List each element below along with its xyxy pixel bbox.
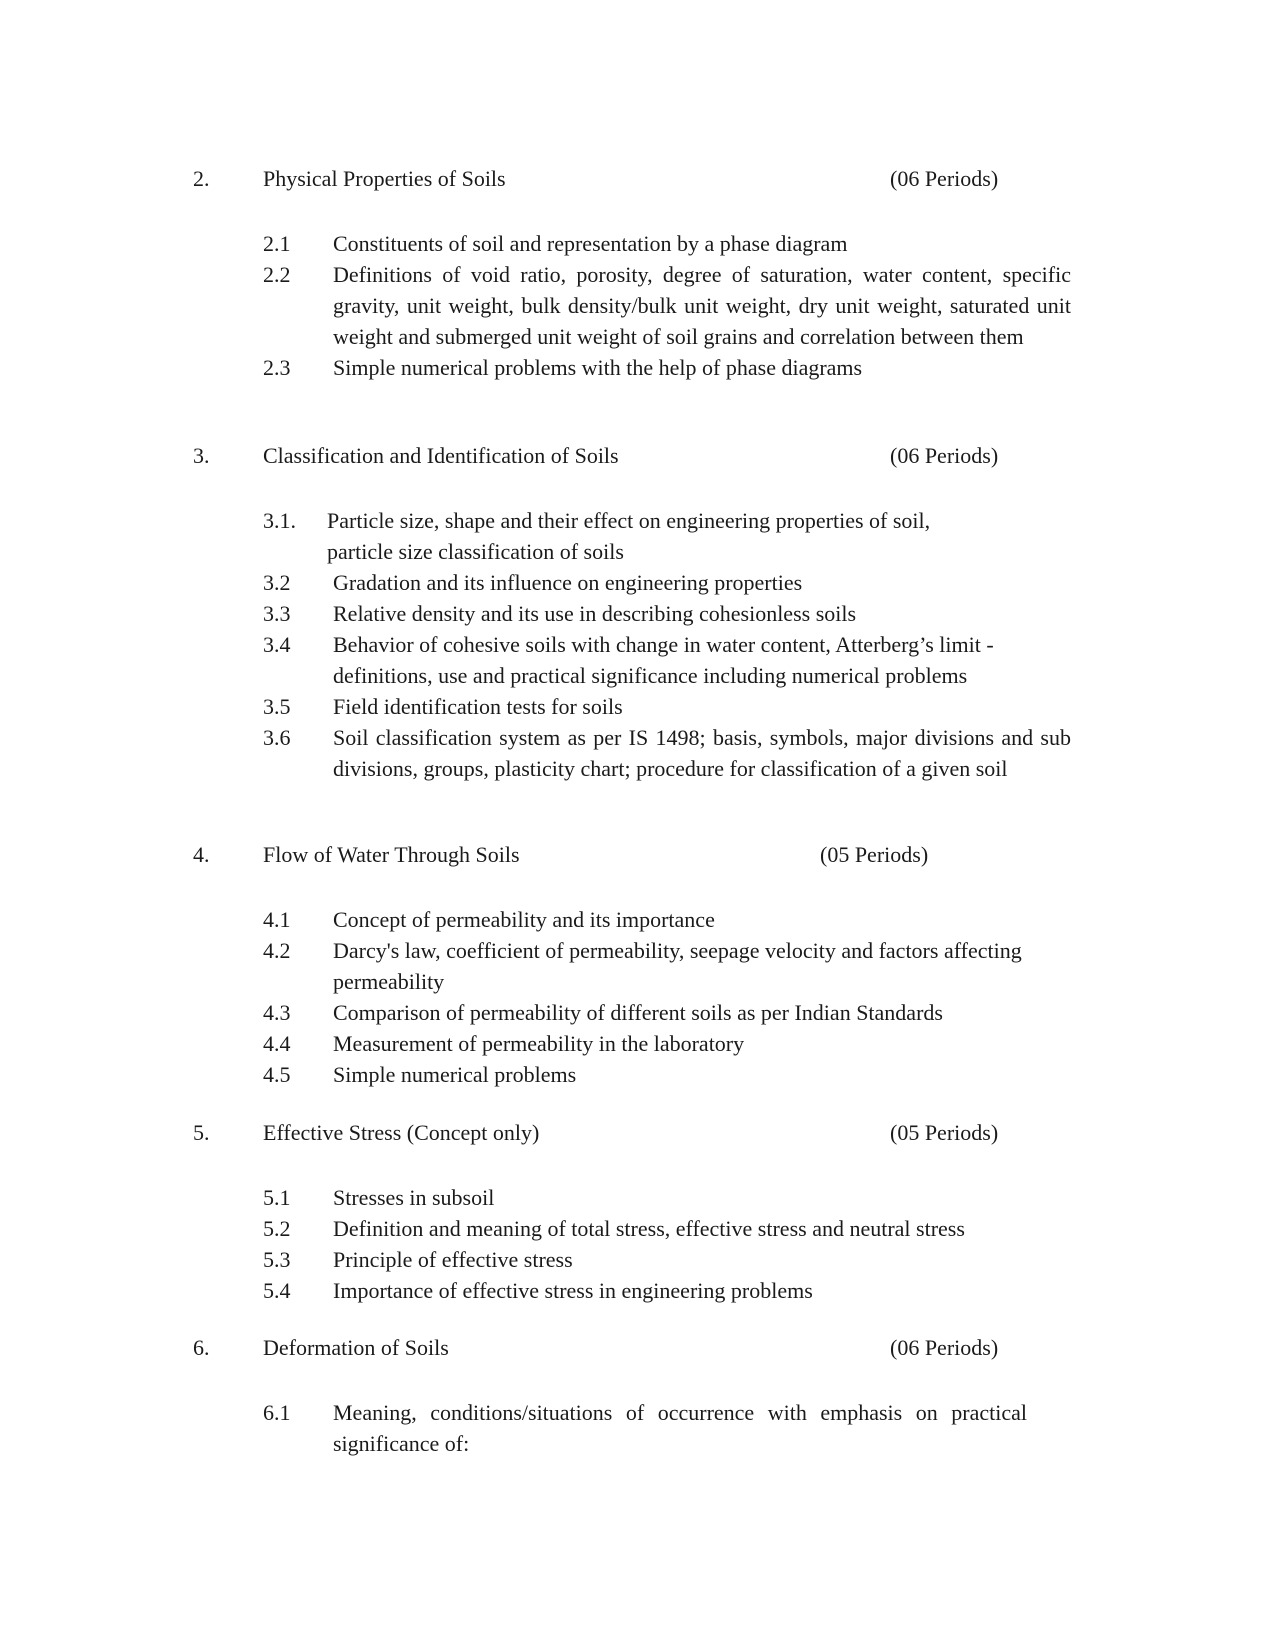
subtopic-number: 6.1: [263, 1400, 291, 1425]
unit-section: [0, 443, 1275, 784]
subtopic-number: 4.3: [263, 1000, 291, 1025]
subtopic-number: 4.5: [263, 1062, 291, 1087]
subtopic-text: Stresses in subsoil: [333, 1185, 495, 1210]
subtopic-number: 2.1: [263, 231, 291, 256]
unit-title: Flow of Water Through Soils: [263, 842, 520, 867]
subtopic-number: 5.4: [263, 1278, 291, 1303]
subtopic-text: Importance of effective stress in engineering problems: [333, 1278, 813, 1303]
subtopic-item: [0, 259, 1275, 352]
subtopic-number: 3.1.: [263, 508, 296, 533]
subtopic-list: [0, 904, 1275, 1090]
subtopic-text: Concept of permeability and its importance: [333, 907, 715, 932]
subtopic-number: 3.3: [263, 601, 291, 626]
unit-number: 3.: [193, 443, 210, 468]
subtopic-text: Principle of effective stress: [333, 1247, 573, 1272]
subtopic-item: [0, 1182, 1275, 1213]
subtopic-item: [0, 352, 1275, 383]
subtopic-number: 4.2: [263, 938, 291, 963]
unit-section: [0, 166, 1275, 383]
subtopic-text: Gradation and its influence on engineering properties: [333, 570, 803, 595]
unit-periods: (05 Periods): [820, 842, 929, 867]
unit-number: 6.: [193, 1335, 210, 1360]
subtopic-text: Behavior of cohesive soils with change in water content, Atterberg’s limit - definitions, use and practical significance including numerical problems: [333, 632, 994, 688]
unit-heading: [0, 166, 1275, 196]
subtopic-text: Soil classification system as per IS 1498; basis, symbols, major divisions and sub divisions, groups, plasticity chart; procedure for classification of a given soil: [333, 725, 1071, 781]
subtopic-number: 2.2: [263, 262, 291, 287]
subtopic-item: [0, 904, 1275, 935]
unit-heading: [0, 1335, 1275, 1365]
subtopic-item: [0, 1028, 1275, 1059]
subtopic-item: [0, 1213, 1275, 1244]
subtopic-text: Simple numerical problems: [333, 1062, 577, 1087]
subtopic-list: [0, 228, 1275, 383]
subtopic-text: Constituents of soil and representation by a phase diagram: [333, 231, 848, 256]
subtopic-number: 3.6: [263, 725, 291, 750]
unit-periods: (06 Periods): [890, 443, 999, 468]
subtopic-text: Darcy's law, coefficient of permeability, seepage velocity and factors affecting permeability: [333, 938, 1022, 994]
subtopic-item: [0, 1244, 1275, 1275]
unit-periods: (06 Periods): [890, 166, 999, 191]
unit-section: [0, 1335, 1275, 1459]
unit-title: Deformation of Soils: [263, 1335, 449, 1360]
subtopic-number: 3.4: [263, 632, 291, 657]
subtopic-text: Comparison of permeability of different soils as per Indian Standards: [333, 1000, 943, 1025]
unit-heading: [0, 443, 1275, 473]
subtopic-text: Definition and meaning of total stress, effective stress and neutral stress: [333, 1216, 965, 1241]
unit-periods: (06 Periods): [890, 1335, 999, 1360]
subtopic-item: [0, 997, 1275, 1028]
subtopic-item: [0, 722, 1275, 784]
unit-number: 4.: [193, 842, 210, 867]
subtopic-list: [0, 1397, 1275, 1459]
unit-number: 2.: [193, 166, 210, 191]
subtopic-item: [0, 505, 1275, 567]
unit-title: Effective Stress (Concept only): [263, 1120, 540, 1145]
subtopic-item: [0, 567, 1275, 598]
subtopic-text: Particle size, shape and their effect on engineering properties of soil, particle size classification of soils: [327, 508, 931, 564]
subtopic-item: [0, 691, 1275, 722]
subtopic-number: 2.3: [263, 355, 291, 380]
subtopic-number: 5.3: [263, 1247, 291, 1272]
subtopic-text: Measurement of permeability in the laboratory: [333, 1031, 745, 1056]
subtopic-text: Field identification tests for soils: [333, 694, 623, 719]
subtopic-number: 4.1: [263, 907, 291, 932]
subtopic-text: Relative density and its use in describing cohesionless soils: [333, 601, 857, 626]
subtopic-item: [0, 1397, 1275, 1459]
subtopic-item: [0, 629, 1275, 691]
subtopic-number: 3.2: [263, 570, 291, 595]
unit-title: Classification and Identification of Soils: [263, 443, 619, 468]
subtopic-item: [0, 228, 1275, 259]
subtopic-item: [0, 935, 1275, 997]
unit-section: [0, 1120, 1275, 1306]
subtopic-list: [0, 505, 1275, 784]
subtopic-item: [0, 1275, 1275, 1306]
unit-heading: [0, 842, 1275, 872]
subtopic-item: [0, 598, 1275, 629]
subtopic-text: Definitions of void ratio, porosity, degree of saturation, water content, specific gravity, unit weight, bulk density/bulk unit weight, dry unit weight, saturated unit weight and submerged unit weight of soil grains and correlation between them: [333, 262, 1071, 349]
unit-heading: [0, 1120, 1275, 1150]
subtopic-number: 4.4: [263, 1031, 291, 1056]
subtopic-list: [0, 1182, 1275, 1306]
unit-section: [0, 842, 1275, 1090]
subtopic-number: 5.2: [263, 1216, 291, 1241]
subtopic-number: 5.1: [263, 1185, 291, 1210]
subtopic-item: [0, 1059, 1275, 1090]
unit-number: 5.: [193, 1120, 210, 1145]
unit-periods: (05 Periods): [890, 1120, 999, 1145]
subtopic-text: Meaning, conditions/situations of occurrence with emphasis on practical significance of:: [333, 1400, 1027, 1456]
unit-title: Physical Properties of Soils: [263, 166, 506, 191]
subtopic-number: 3.5: [263, 694, 291, 719]
subtopic-text: Simple numerical problems with the help of phase diagrams: [333, 355, 863, 380]
